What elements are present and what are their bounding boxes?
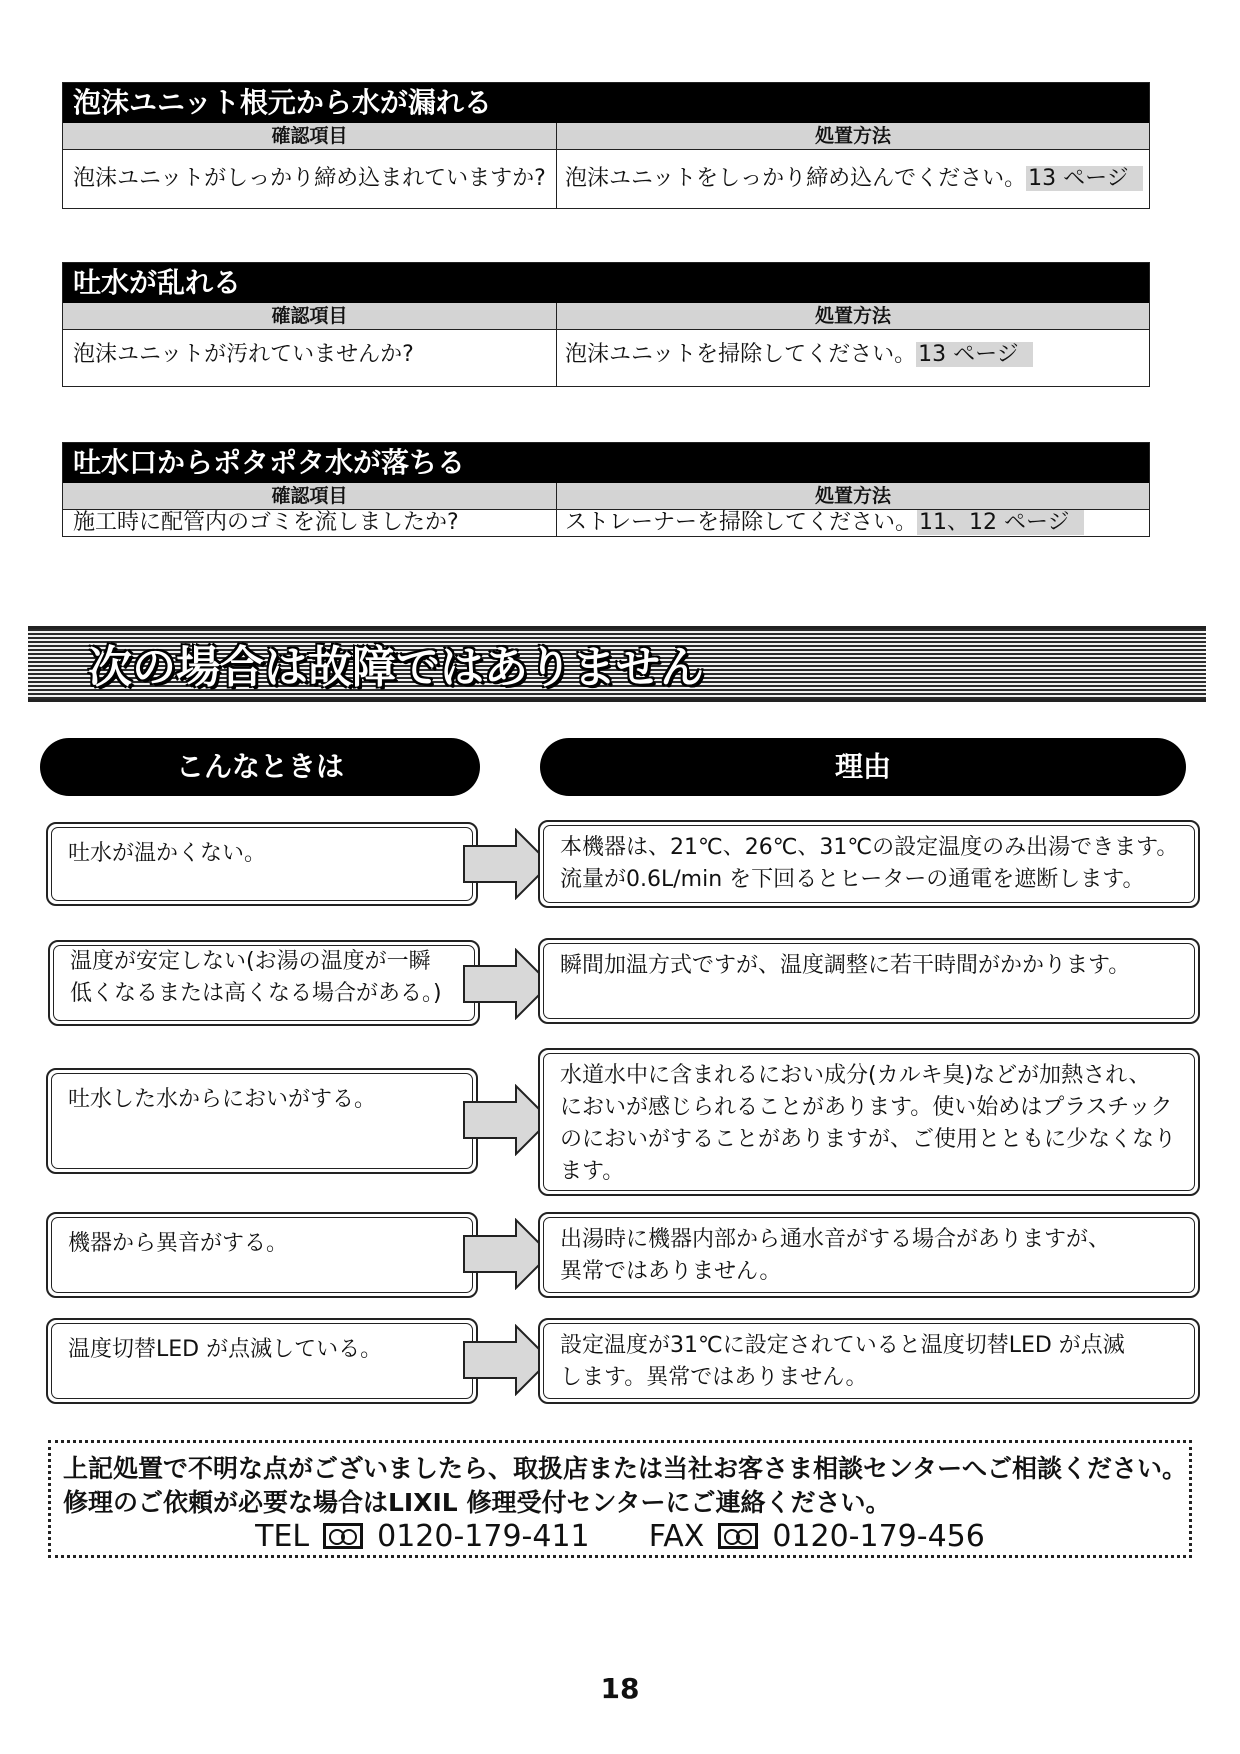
situation-text [68,838,266,870]
check-item: 泡沫ユニットが汚れていませんか? [63,330,557,386]
action-text: 泡沫ユニットをしっかり締め込んでください。 [565,166,1027,191]
text-line: 異常ではありません。 [560,1259,782,1284]
contact-numbers [51,1519,1189,1554]
table-row [63,330,1149,386]
action-cell [557,150,1149,208]
table-header [63,303,1149,330]
trouble-table-spray [62,262,1150,387]
text-line: 温度切替LED が点滅している。 [68,1337,383,1362]
situation-box-4 [46,1212,478,1298]
page-reference: 11、12 ページ [917,510,1084,535]
table-row [63,150,1149,208]
reason-box-3 [538,1048,1200,1196]
table-header [63,483,1149,510]
situation-text [68,1334,382,1366]
col-check-header: 確認項目 [63,303,557,329]
check-item: 泡沫ユニットがしっかり締め込まれていますか? [63,150,557,208]
text-line: 低くなるまたは高くなる場合がある。) [70,981,442,1006]
tel-label: TEL [255,1519,310,1554]
reason-text [560,832,1178,896]
situation-text [68,1228,288,1260]
table-title: 泡沫ユニット根元から水が漏れる [63,83,1149,123]
reason-box-4 [538,1212,1200,1298]
text-line: のにおいがすることがありますが、ご使用とともに少なくなり [560,1127,1177,1152]
fax-label: FAX [648,1519,705,1554]
notice-line-1: 上記処置で不明な点がございましたら、取扱店または当社お客さま相談センターへご相談ください。 [63,1454,1188,1483]
freedial-icon [718,1523,758,1549]
col-check-header: 確認項目 [63,123,557,149]
reason-box-2 [538,938,1200,1024]
table-title: 吐水口からポタポタ水が落ちる [63,443,1149,483]
situation-box-3 [46,1068,478,1174]
situation-box-1 [46,822,478,906]
fax-number: 0120-179-456 [772,1519,985,1554]
text-line: 吐水した水からにおいがする。 [68,1087,377,1112]
text-line: 水道水中に含まれるにおい成分(カルキ臭)などが加熱され、 [560,1063,1151,1088]
text-line: 本機器は、21℃、26℃、31℃の設定温度のみ出湯できます。 [560,835,1179,860]
action-cell [557,330,1149,386]
reason-box-5 [538,1318,1200,1404]
situation-box-5 [46,1318,478,1404]
text-line: ます。 [560,1159,625,1184]
text-line: においが感じられることがあります。使い始めはプラスチック [560,1095,1173,1120]
page-number: 18 [600,1672,640,1705]
col-check-header: 確認項目 [63,483,557,509]
text-line: 流量が0.6L/min を下回るとヒーターの通電を遮断します。 [560,867,1145,892]
situation-header: こんなときは [40,738,480,796]
situation-text [70,946,442,1010]
section-banner [28,626,1206,702]
reason-text [560,1330,1125,1394]
freedial-icon [323,1523,363,1549]
text-line: 出湯時に機器内部から通水音がする場合がありますが、 [560,1227,1111,1252]
page-reference: 13 ページ [1026,166,1143,191]
text-line: 瞬間加温方式ですが、温度調整に若干時間がかかります。 [560,953,1131,978]
reason-text [560,950,1130,982]
action-text: ストレーナーを掃除してください。 [565,510,918,535]
notice-line-2: 修理のご依頼が必要な場合はLIXIL 修理受付センターにご連絡ください。 [63,1488,891,1517]
section-title: 次の場合は故障ではありません [88,642,704,693]
reason-box-1 [538,820,1200,908]
action-cell [557,510,1149,536]
text-line: 温度が安定しない(お湯の温度が一瞬 [70,949,431,974]
col-action-header: 処置方法 [814,305,891,327]
action-text: 泡沫ユニットを掃除してください。 [565,342,917,367]
reason-text [560,1224,1110,1288]
table-title: 吐水が乱れる [63,263,1149,303]
table-row [63,510,1149,536]
text-line: 機器から異音がする。 [68,1231,289,1256]
text-line: 設定温度が31℃に設定されていると温度切替LED が点滅 [560,1333,1125,1358]
text-line: します。異常ではありません。 [560,1365,868,1390]
check-item: 施工時に配管内のゴミを流しましたか? [63,510,557,536]
reason-header: 理由 [540,738,1186,796]
situation-box-2 [48,940,480,1026]
trouble-table-leak [62,82,1150,209]
table-header [63,123,1149,150]
tel-number[interactable]: 0120-179-411 [377,1519,590,1554]
page-reference: 13 ページ [916,342,1033,367]
reason-text [560,1060,1176,1188]
col-action-header: 処置方法 [814,125,891,147]
col-action-header: 処置方法 [814,485,891,507]
contact-notice [48,1440,1192,1558]
text-line: 吐水が温かくない。 [68,841,267,866]
situation-text [68,1084,376,1116]
trouble-table-drip [62,442,1150,537]
